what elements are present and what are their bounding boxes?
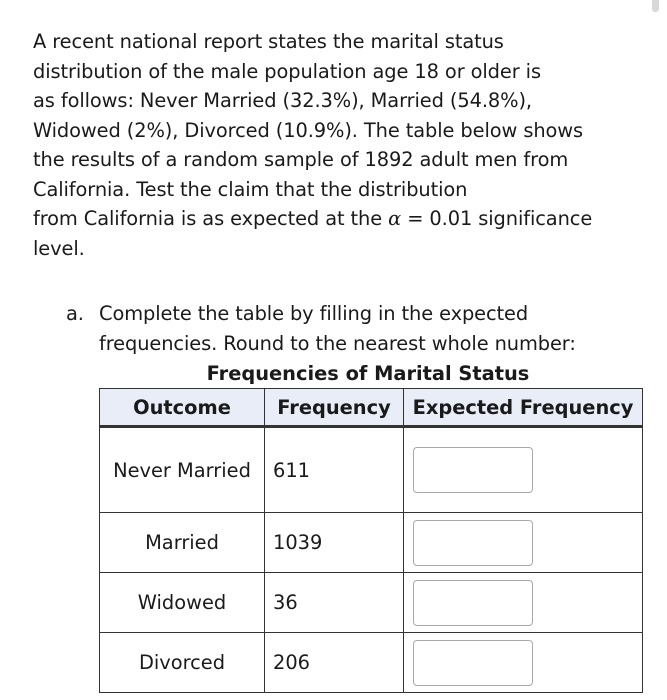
scrollbar-thumb[interactable] xyxy=(652,0,659,12)
table-header-row xyxy=(100,389,643,427)
outcome-cell: Widowed xyxy=(100,573,265,633)
frequency-cell: 206 xyxy=(265,633,404,693)
header-expected-frequency: Expected Frequency xyxy=(404,389,643,427)
expected-frequency-input[interactable] xyxy=(413,520,533,566)
alpha-symbol: α xyxy=(388,207,402,230)
problem-line: level. xyxy=(33,236,85,260)
problem-statement xyxy=(33,27,658,263)
table-row xyxy=(100,573,643,633)
part-a-instructions xyxy=(66,299,656,358)
header-outcome: Outcome xyxy=(100,389,265,427)
part-a-marker: a. xyxy=(66,302,84,325)
significance-prefix: from California is as expected at the xyxy=(33,207,389,230)
frequency-cell: 36 xyxy=(265,573,404,633)
table-row xyxy=(100,427,643,513)
problem-line: the results of a random sample of 1892 adult men from xyxy=(33,148,569,171)
part-a-line: Complete the table by filling in the expected xyxy=(99,302,529,325)
problem-line: California. Test the claim that the distribution xyxy=(33,177,468,201)
frequency-cell: 611 xyxy=(265,427,404,513)
header-frequency: Frequency xyxy=(265,389,404,427)
expected-cell xyxy=(404,427,643,513)
expected-frequency-input[interactable] xyxy=(413,640,533,686)
part-a-line: frequencies. Round to the nearest whole number: xyxy=(99,331,576,355)
problem-line: as follows: Never Married (32.3%), Married (54.8%), xyxy=(33,89,532,112)
significance-suffix: = 0.01 significance xyxy=(401,207,593,230)
expected-frequency-input[interactable] xyxy=(413,447,533,493)
expected-cell xyxy=(404,573,643,633)
outcome-cell: Never Married xyxy=(100,427,265,513)
table-row xyxy=(100,513,643,573)
table-caption: Frequencies of Marital Status xyxy=(206,362,530,385)
table-row xyxy=(100,633,643,693)
expected-cell xyxy=(404,513,643,573)
frequency-table xyxy=(99,388,643,693)
outcome-cell: Divorced xyxy=(100,633,265,693)
expected-frequency-input[interactable] xyxy=(413,580,533,626)
problem-line: distribution of the male population age 18 or older is xyxy=(33,59,541,83)
problem-line: A recent national report states the marital status xyxy=(33,30,504,53)
outcome-cell: Married xyxy=(100,513,265,573)
frequency-cell: 1039 xyxy=(265,513,404,573)
expected-cell xyxy=(404,633,643,693)
problem-line-significance xyxy=(33,204,658,234)
problem-line: Widowed (2%), Divorced (10.9%). The table below shows xyxy=(33,118,584,142)
